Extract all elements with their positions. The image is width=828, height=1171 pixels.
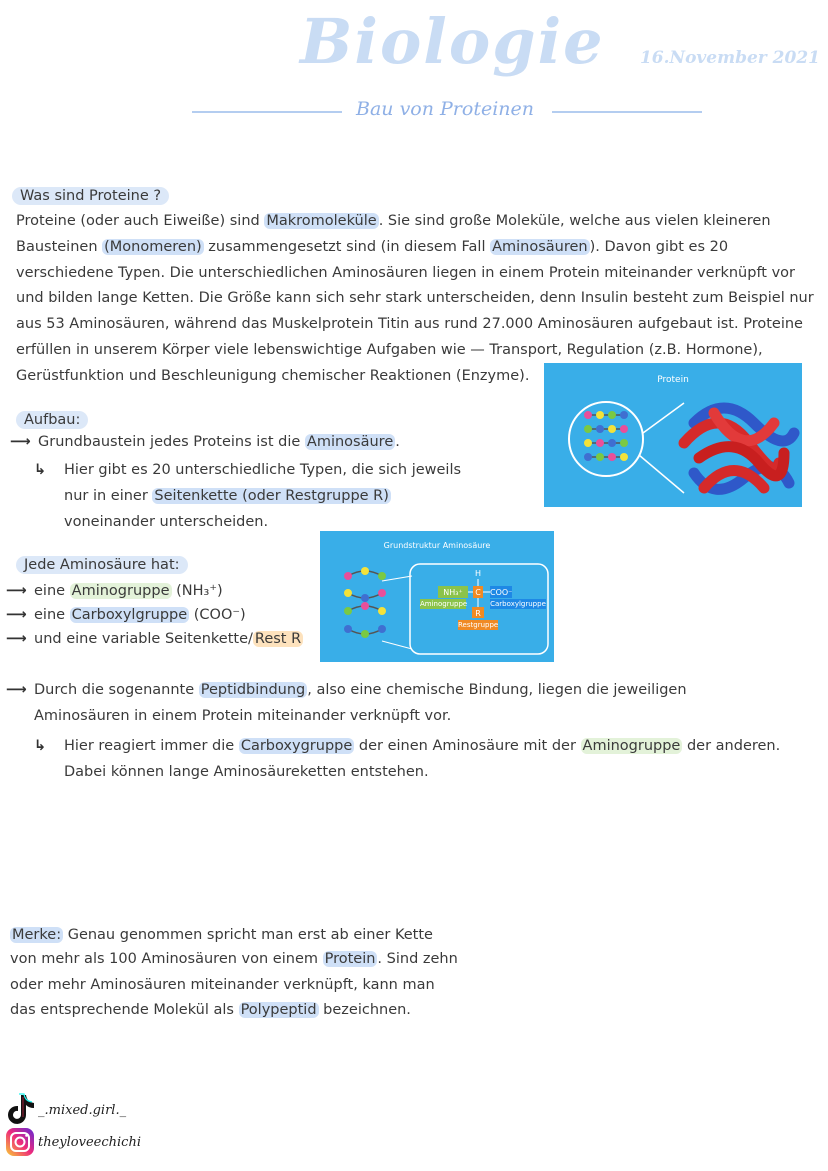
highlight-polypeptid: Polypeptid bbox=[240, 1002, 317, 1018]
highlight-aminogruppe: Aminogruppe bbox=[71, 583, 170, 599]
peptid-line-2: Aminosäuren in einem Protein miteinander verknüpft vor. bbox=[34, 708, 452, 724]
aminoacid-figure bbox=[320, 531, 554, 662]
arrow-right-icon: ⟶ bbox=[6, 607, 27, 623]
highlight-peptidbindung: Peptidbindung bbox=[200, 682, 306, 698]
subtitle-rule-right bbox=[552, 111, 702, 113]
instagram-handle: theyloveechichi bbox=[38, 1135, 141, 1150]
tiktok-icon bbox=[5, 1092, 37, 1126]
highlight-rest-r: Rest R bbox=[254, 631, 302, 647]
merke-line-1: Merke: Genau genommen spricht man erst ab einer Kette bbox=[12, 927, 433, 943]
highlight-aminosaeuren: Aminosäuren bbox=[492, 238, 588, 255]
tiktok-handle: _.mixed.girl._ bbox=[38, 1103, 127, 1118]
subtitle-rule-left bbox=[192, 111, 342, 113]
merke-line-2: von mehr als 100 Aminosäuren von einem Protein . Sind zehn bbox=[10, 951, 458, 967]
arrow-right-icon: ⟶ bbox=[6, 583, 27, 599]
label-nh3: NH₃⁺ bbox=[443, 588, 463, 597]
intro-paragraph: Proteine (oder auch Eiweiße) sind Makromoleküle . Sie sind große Moleküle, welche aus vielen kleineren Bausteinen (Monomeren) zusammengesetzt sind (in diesem Fall Aminosäuren ). Davon gibt es 20 verschiedene Typen. Die unterschiedlichen Aminosäuren liegen in einem Protein miteinander verknüpft vor und bilden lange Ketten. Die Größe kann sich sehr stark unterscheiden, denn Insulin besteht zum Beispiel nur aus 53 Aminosäuren, während das Muskelprotein Titin aus rund 27.000 Aminosäuren aufgebaut ist. Proteine erfüllen in unserem Körper viele lebenswichtige Aufgaben wie — Transport, Regulation (z.B. Hormone), Gerüstfunktion und Beschleunigung chemischer Reaktionen (Enzyme). bbox=[16, 213, 814, 384]
protein-figure-label: Protein bbox=[657, 375, 689, 385]
label-coo: COO⁻ bbox=[490, 588, 513, 597]
aufbau-sub-line-2: nur in einer Seitenkette (oder Restgruppe R) bbox=[64, 488, 389, 504]
highlight-aminogruppe-2: Aminogruppe bbox=[582, 738, 681, 754]
label-carboxylgruppe: Carboxylgruppe bbox=[490, 600, 546, 608]
peptid-sub-line-2: Dabei können lange Aminosäureketten entstehen. bbox=[64, 764, 429, 780]
aufbau-sub-line-1: ↳ Hier gibt es 20 unterschiedliche Typen, die sich jeweils bbox=[34, 458, 461, 484]
peptid-line-1: ⟶ Durch die sogenannte Peptidbindung , also eine chemische Bindung, liegen die jeweiligen bbox=[6, 678, 687, 704]
label-r: R bbox=[475, 609, 481, 618]
protein-illustration bbox=[544, 363, 802, 507]
protein-figure bbox=[544, 363, 802, 507]
label-aminogruppe: Aminogruppe bbox=[420, 600, 468, 608]
merke-line-4: das entsprechende Molekül als Polypeptid bezeichnen. bbox=[10, 1002, 411, 1018]
merke-label: Merke: bbox=[12, 927, 62, 943]
peptid-sub-line-1: ↳ Hier reagiert immer die Carboxygruppe der einen Aminosäure mit der Aminogruppe der anderen. bbox=[34, 734, 780, 760]
amino-item-3: ⟶ und eine variable Seitenkette/ Rest R bbox=[6, 627, 303, 653]
highlight-aminosaeure: Aminosäure bbox=[306, 434, 394, 450]
aminoacid-figure-title: Grundstruktur Aminosäure bbox=[383, 541, 491, 550]
arrow-right-icon: ⟶ bbox=[6, 682, 27, 698]
highlight-monomeren: (Monomeren) bbox=[104, 238, 202, 255]
highlight-makromolekuele: Makromoleküle bbox=[266, 213, 377, 229]
highlight-carboxylgruppe: Carboxylgruppe bbox=[71, 607, 188, 623]
aufbau-line: ⟶ Grundbaustein jedes Proteins ist die Aminosäure . bbox=[10, 430, 400, 456]
highlight-carboxygruppe: Carboxygruppe bbox=[240, 738, 353, 754]
aminoacid-illustration bbox=[320, 531, 554, 662]
label-c: C bbox=[475, 588, 481, 597]
amino-heading: Jede Aminosäure hat: bbox=[16, 556, 188, 574]
amino-item-1: ⟶ eine Aminogruppe (NH₃⁺) bbox=[6, 579, 223, 605]
intro-heading: Was sind Proteine ? bbox=[12, 187, 169, 205]
amino-item-2: ⟶ eine Carboxylgruppe (COO⁻) bbox=[6, 603, 246, 629]
page-date: 16.November 2021 bbox=[639, 48, 820, 68]
page-title: Biologie bbox=[300, 5, 605, 78]
aufbau-heading: Aufbau: bbox=[16, 411, 88, 429]
aufbau-sub-line-3: voneinander unterscheiden. bbox=[64, 514, 269, 530]
page-subtitle: Bau von Proteinen bbox=[356, 98, 534, 120]
label-h: H bbox=[475, 569, 482, 578]
instagram-icon bbox=[5, 1127, 35, 1157]
highlight-protein: Protein bbox=[324, 951, 376, 967]
label-restgruppe: Restgruppe bbox=[458, 621, 499, 629]
arrow-right-icon: ⟶ bbox=[10, 434, 31, 450]
highlight-seitenkette: Seitenkette (oder Restgruppe R) bbox=[154, 488, 389, 504]
arrow-right-icon: ⟶ bbox=[6, 631, 27, 647]
sub-arrow-icon: ↳ bbox=[34, 462, 47, 478]
merke-line-3: oder mehr Aminosäuren miteinander verknüpft, kann man bbox=[10, 977, 435, 993]
sub-arrow-icon: ↳ bbox=[34, 738, 47, 754]
